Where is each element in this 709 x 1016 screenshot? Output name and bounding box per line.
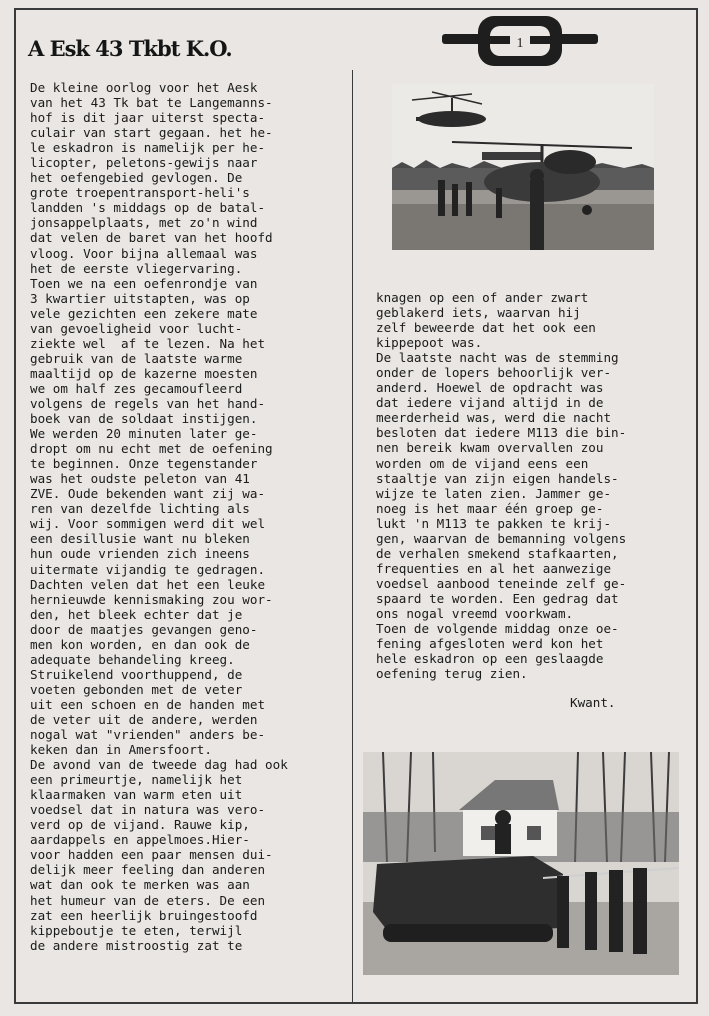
article-text-right-column: knagen op een of ander zwart geblakerd iets, waarvan hij zelf beweerde dat het ook een kippepoot was. De laatste nacht was de stemming onder de lopers behoorlijk ver- anderd. Hoewel de opdracht was dat iedere vijand altijd in de meerderheid was, werd die nacht besloten dat iedere M113 die bin- nen bereik kwam overvallen zou worden om de vijand eens een staaltje van zijn eigen handels- wijze te laten zien. Jammer ge- noeg is het maar één groep ge- lukt 'n M113 te pakken te krij- gen, waarvan de bemanning volgens de verhalen smekend stafkaarten, frequenties en al het aanwezige voedsel aanbood teneinde zelf ge- spaard te worden. Een gedrag dat ons nogal vreemd voorkwam. Toen de volgende middag onze oe- fening afgesloten werd kon het hele eskadron op een geslaagde oefening terug zien. [376, 290, 627, 682]
chain-link-logo-icon [440, 14, 600, 68]
column-divider [352, 70, 353, 1004]
armored-vehicle-photo [363, 752, 679, 975]
logo-number: 1 [516, 36, 524, 51]
article-title: A Esk 43 Tkbt K.O. [28, 36, 232, 61]
helicopter-photo [392, 84, 654, 250]
author-signature: Kwant. [570, 695, 616, 710]
article-text-left-column: De kleine oorlog voor het Aesk van het 43 Tk bat te Langemanns- hof is dit jaar uiterst specta- culair van start gegaan. het he- le eskadron is namelijk per he- licopter, peletons-gewijs naar het oefengebied gevlogen. De grote troepentransport-heli's landden 's middags op de batal- jonsappelplaats, met zo'n wind dat velen de baret van het hoofd vloog. Voor bijna allemaal was het de eerste vliegervaring. Toen we na een oefenrondje van 3 kwartier uitstapten, was op vele gezichten een zekere mate van gevoeligheid voor lucht- ziekte wel af te lezen. Na het gebruik van de laatste warme maaltijd op de kazerne moesten we om half zes gecamoufleerd volgens de regels van het hand- boek van de soldaat instijgen. We werden 20 minuten later ge- dropt om nu echt met de oefening te beginnen. Onze tegenstander was het oudste peleton van 41 ZVE. Oude bekenden want zij wa- ren van dezelfde lichting als wij. Voor sommigen werd dit wel een desillusie want nu bleken hun oude vrienden zich ineens uitermate vijandig te gedragen. Dachten velen dat het een leuke hernieuwde kennismaking zou wor- den, het bleek echter dat je door de maatjes gevangen geno- men kon worden, en dan ook de adequate behandeling kreeg. Struikelend voorthuppend, de voeten gebonden met de veter uit een schoen en de handen met de veter uit de andere, werden nogal wat "vrienden" anders be- keken dan in Amersfoort. De avond van de tweede dag had ook een primeurtje, namelijk het klaarmaken van warm eten uit voedsel dat in natura was vero- verd op de vijand. Rauwe kip, aardappels en appelmoes.Hier- voor hadden een paar mensen dui- delijk meer feeling dan anderen wat dan ook te merken was aan het humeur van de eters. De een zat een heerlijk bruingestoofd kippeboutje te eten, terwijl de andere mistroostig zat te [30, 80, 288, 953]
